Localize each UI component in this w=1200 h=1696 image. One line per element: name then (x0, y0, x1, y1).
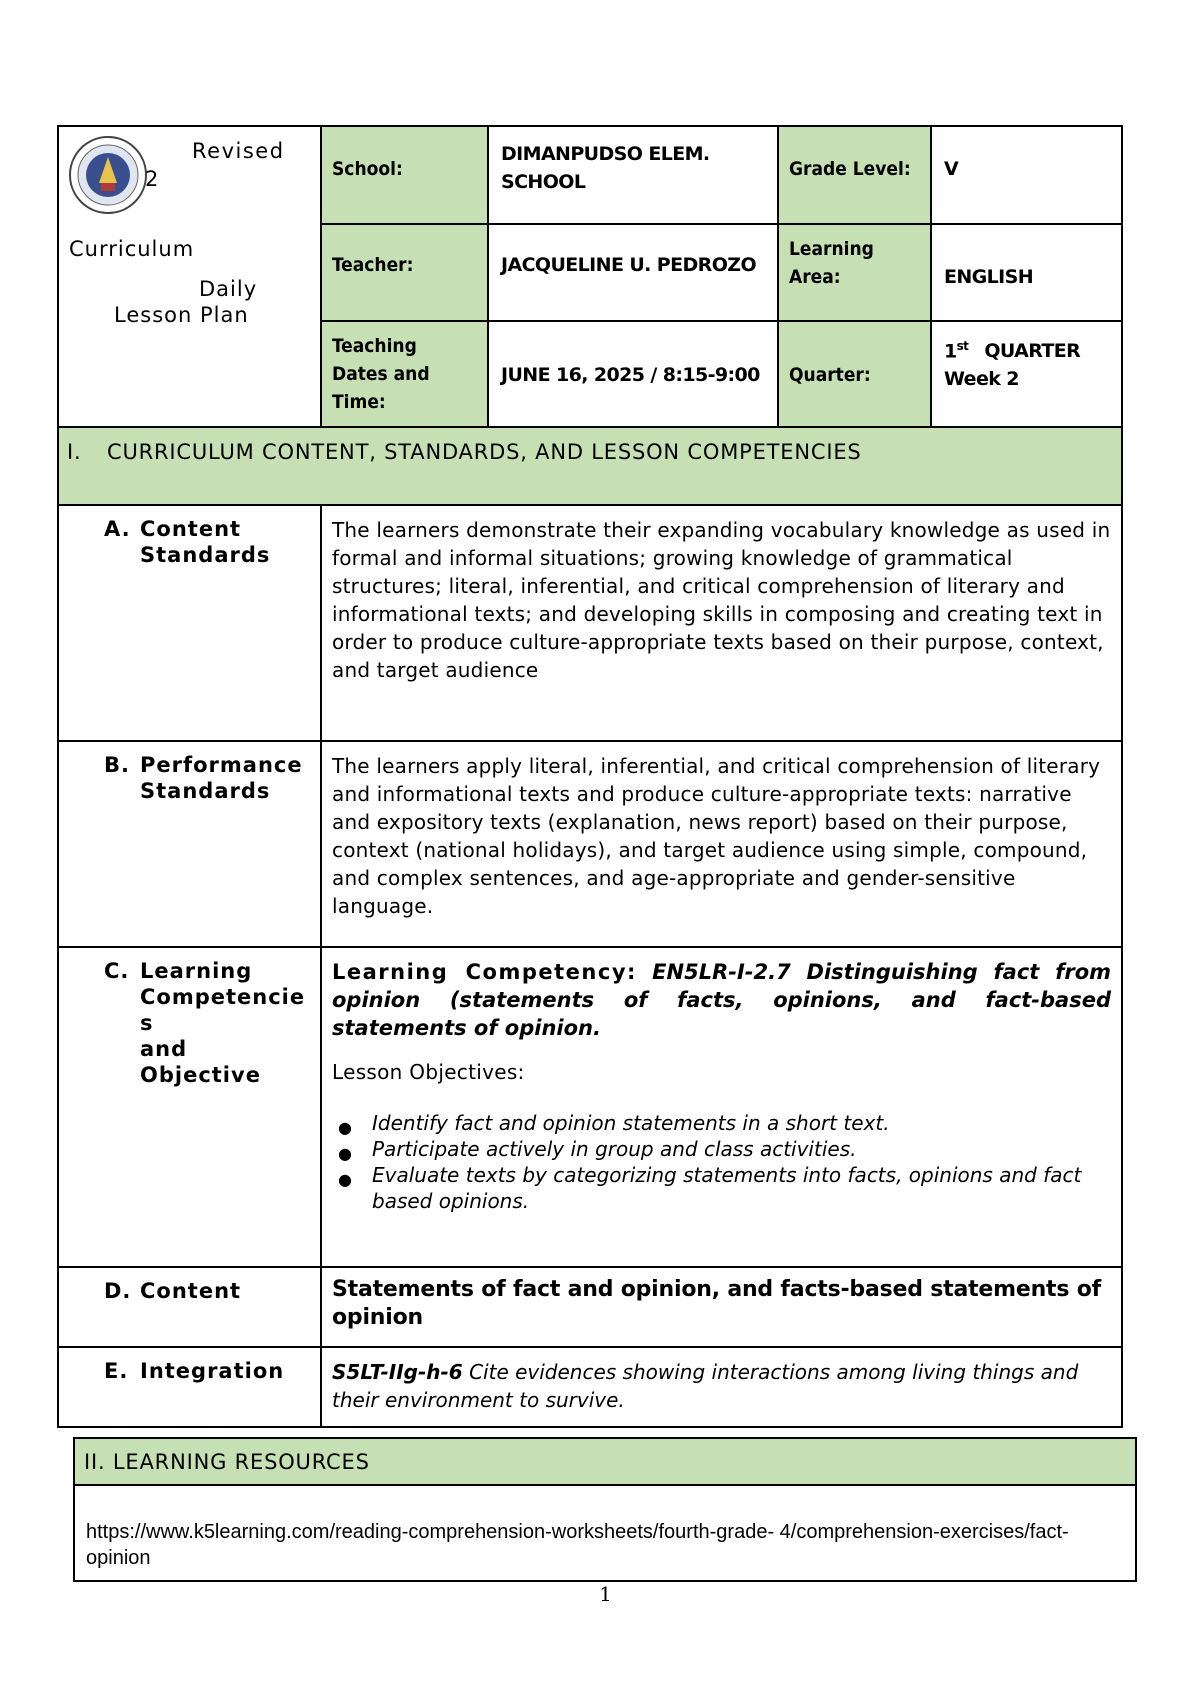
row-b-text-cell (321, 741, 1122, 947)
resource-link[interactable]: https://www.k5learning.com/reading-comprehension-worksheets/fourth-grade- 4/comprehension-exercises/fact-opinion (86, 1521, 1069, 1569)
row-b-label: Performance Standards (140, 753, 303, 803)
title-number: 2 (145, 167, 159, 191)
row-e-letter: E. (104, 1359, 129, 1383)
grade-value-cell (931, 126, 1122, 224)
objectives-label: Lesson Objectives: (332, 1060, 525, 1084)
row-a-text-cell (321, 505, 1122, 741)
area-value-cell (931, 224, 1122, 321)
quarter-sup: st (956, 339, 969, 353)
row-c-label-3: s (140, 1011, 154, 1035)
row-a-label-cell (58, 505, 321, 741)
row-d-letter: D. (104, 1279, 132, 1303)
row-d-label-cell (58, 1267, 321, 1347)
school-value: DIMANPUDSO ELEM. SCHOOL (501, 143, 710, 193)
school-label: School: (332, 158, 403, 180)
row-c-label-cell (58, 947, 321, 1267)
row-d-text-cell (321, 1267, 1122, 1347)
school-label-cell (321, 126, 488, 224)
competency-label: Learning Competency: (332, 960, 637, 984)
bullet-icon: ● (338, 1170, 352, 1189)
resources-cell (74, 1485, 1136, 1581)
dates-label: Teaching Dates and Time: (332, 335, 430, 413)
grade-label: Grade Level: (789, 158, 911, 180)
quarter-week: Week 2 (944, 368, 1019, 391)
row-c-text-cell (321, 947, 1122, 1267)
bullet-icon: ● (338, 1144, 352, 1163)
list-item (338, 1110, 1111, 1137)
content-text: Statements of fact and opinion, and facts-based statements of opinion (332, 1277, 1102, 1330)
row-c-letter: C. (104, 959, 130, 983)
dates-value-cell (488, 321, 778, 427)
grade-value: V (944, 158, 959, 180)
section-1-number: I. (67, 440, 82, 464)
title-lesson-plan: Lesson Plan (114, 303, 249, 327)
integration-code: S5LT-IIg-h-6 (332, 1360, 463, 1384)
grade-label-cell (778, 126, 931, 224)
row-d-label: Content (140, 1279, 242, 1303)
row-c-label-1: Learning (140, 959, 253, 983)
bullet-icon: ● (338, 1118, 352, 1137)
area-label-cell (778, 224, 931, 321)
row-b-letter: B. (104, 753, 130, 777)
objectives-list (332, 1110, 1111, 1214)
row-a-letter: A. (104, 517, 131, 541)
performance-standards-text: The learners apply literal, inferential, and critical comprehension of literary and informational texts and produce culture-appropriate texts: narrative and expository texts (explanation, news report) based on their purpose, context (national holidays), and target audience using simple, compound, and complex sentences, and age-appropriate and gender-sensitive language. (332, 754, 1101, 918)
objective-2: Participate actively in group and class activities. (372, 1137, 857, 1161)
section-1-title: CURRICULUM CONTENT, STANDARDS, AND LESSON COMPETENCIES (107, 440, 862, 464)
section-1-header (58, 427, 1122, 505)
title-curriculum: Curriculum (69, 237, 195, 261)
row-e-text-cell (321, 1347, 1122, 1427)
row-e-label: Integration (140, 1359, 285, 1383)
objective-1: Identify fact and opinion statements in a short text. (372, 1111, 890, 1135)
teacher-label: Teacher: (332, 254, 414, 276)
area-label: Learning Area: (789, 238, 874, 288)
quarter-value (932, 322, 1121, 403)
title-daily: Daily (199, 277, 258, 301)
row-c-label-4: and (140, 1037, 188, 1061)
list-item (338, 1162, 1111, 1214)
learning-resources-table (73, 1437, 1137, 1582)
school-value-cell (488, 126, 778, 224)
quarter-value-cell (931, 321, 1122, 427)
dates-value: JUNE 16, 2025 / 8:15-9:00 (501, 364, 760, 386)
section-2-header (74, 1438, 1136, 1485)
row-b-label-cell (58, 741, 321, 947)
title-block (58, 126, 321, 427)
dates-label-cell (321, 321, 488, 427)
competency-block (332, 958, 1111, 1042)
row-e-label-cell (58, 1347, 321, 1427)
row-c-label-2: Competencie (140, 985, 306, 1009)
list-item (338, 1136, 1111, 1163)
quarter-label: Quarter: (789, 364, 871, 386)
row-a-label: Content Standards (140, 517, 271, 567)
quarter-num: 1 (944, 340, 957, 363)
teacher-value: JACQUELINE U. PEDROZO (501, 254, 756, 276)
row-c-label-5: Objective (140, 1063, 261, 1087)
competency-text: EN5LR-I-2.7 Distinguishing fact from opinion (statements of facts, opinions, and fact-based statements of opinion. (332, 960, 1112, 1040)
quarter-label-cell (778, 321, 931, 427)
page-number: 1 (599, 1582, 612, 1606)
content-standards-text: The learners demonstrate their expanding vocabulary knowledge as used in formal and informal situations; growing knowledge of grammatical structures; literal, inferential, and critical comprehension of literary and informational texts; and developing skills in composing and creating text in order to produce culture-appropriate texts based on their purpose, context, and target audience (332, 518, 1111, 682)
lesson-plan-table (57, 125, 1123, 1428)
integration-text: Cite evidences showing interactions among living things and their environment to survive. (332, 1360, 1079, 1412)
title-revised: Revised (192, 139, 285, 163)
objective-3: Evaluate texts by categorizing statements into facts, opinions and fact based opinions. (372, 1163, 1082, 1213)
deped-seal-icon (65, 135, 151, 215)
teacher-value-cell (488, 224, 778, 321)
teacher-label-cell (321, 224, 488, 321)
section-2-title: II. LEARNING RESOURCES (84, 1449, 370, 1474)
area-value: ENGLISH (944, 266, 1034, 288)
quarter-word: QUARTER (984, 340, 1081, 363)
